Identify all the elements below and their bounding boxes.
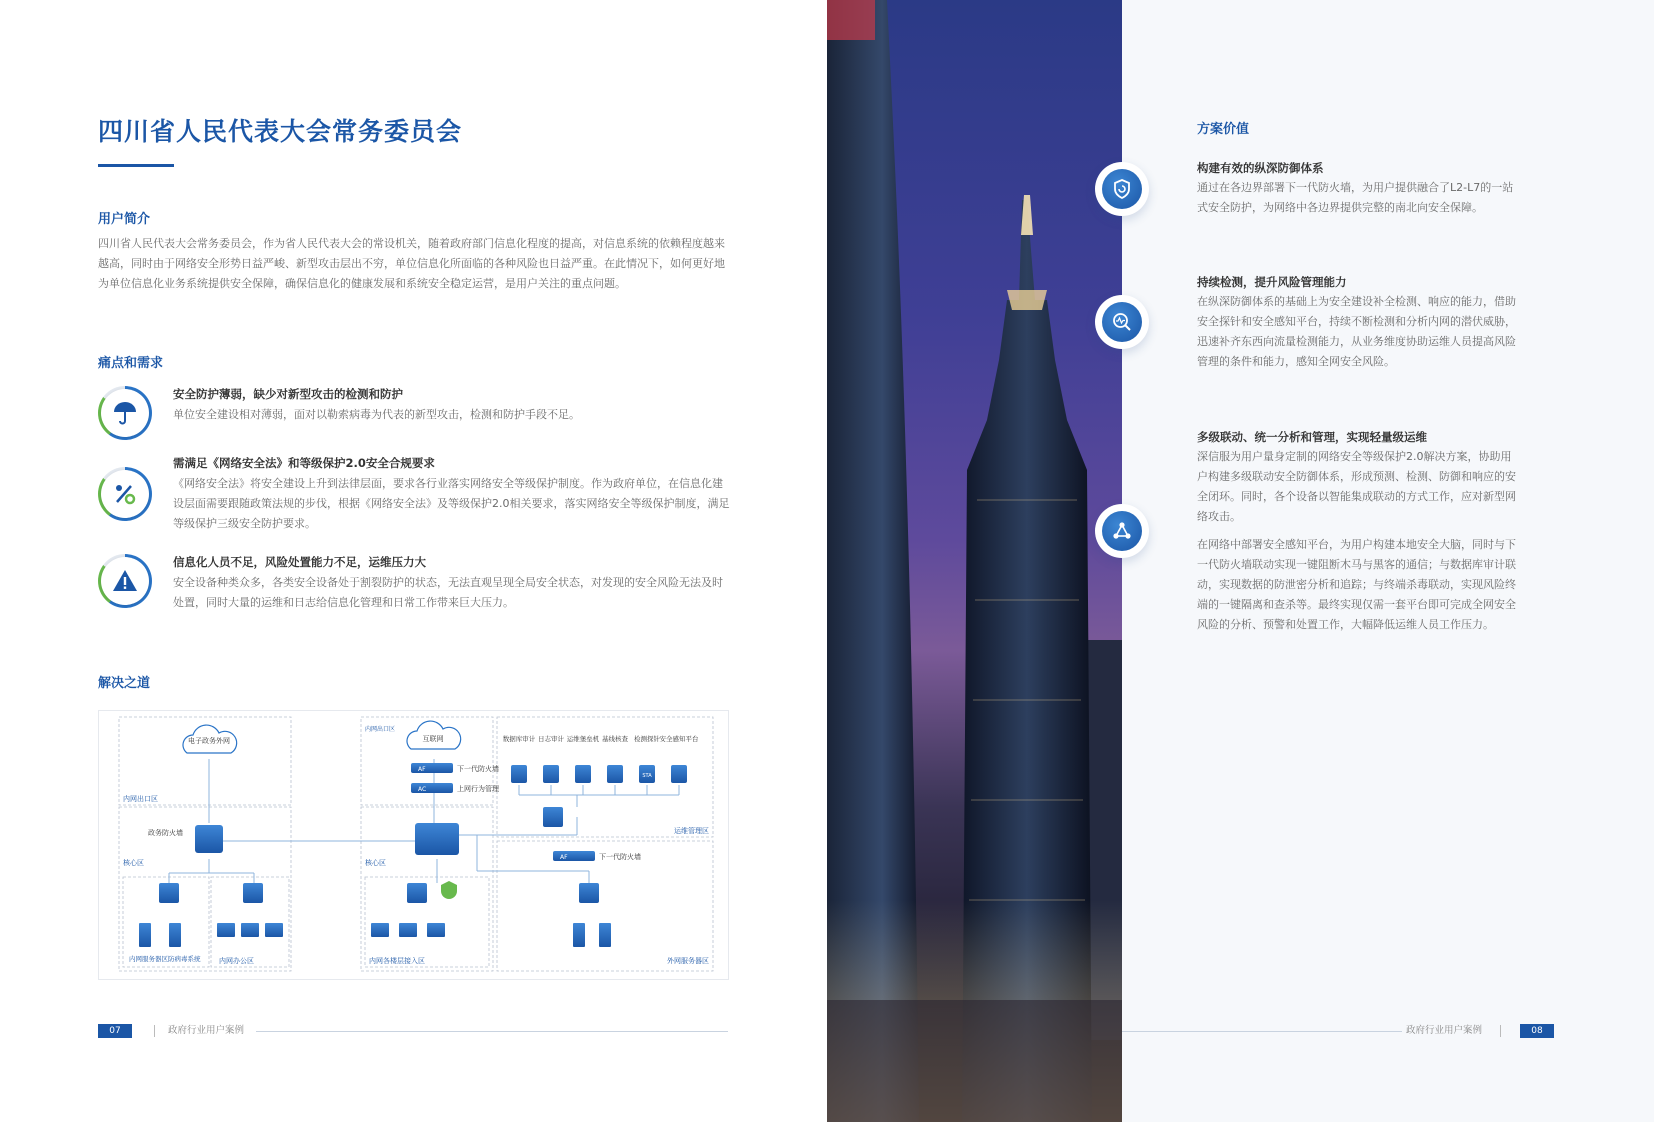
user-intro-text: 四川省人民代表大会常务委员会，作为省人民代表大会的常设机关，随着政府部门信息化程度的提高，对信息系统的依赖程度越来越高，同时由于网络安全形势日益严峻、新型攻击层出不穷，单位信息化所面临的各种风险也日益严重。在此情况下，如何更好地为单位信息化业务系统提供安全保障，确保信息化的健康发展和系统安全稳定运营，是用户关注的重点问题。 <box>98 237 725 290</box>
pain-title: 需满足《网络安全法》和等级保护2.0安全合规要求 <box>173 456 435 470</box>
title-underline <box>98 164 174 167</box>
switch-icon <box>407 883 427 903</box>
umbrella-icon <box>111 399 139 427</box>
svg-text:STA: STA <box>642 773 652 779</box>
pain-item <box>98 554 738 634</box>
pain-title: 安全防护薄弱，缺少对新型攻击的检测和防护 <box>173 387 403 401</box>
ac-device-label: 上网行为管理 <box>457 785 499 793</box>
network-nodes-icon <box>1110 519 1134 543</box>
solution-heading: 解决之道 <box>98 676 151 691</box>
switch-icon <box>159 883 179 903</box>
internet-exit-zone-label: 内网出口区 <box>365 726 396 733</box>
pain-item <box>98 455 738 535</box>
footer-divider <box>1500 1025 1501 1037</box>
switch-icon <box>543 807 563 827</box>
svg-text:运维堡垒机: 运维堡垒机 <box>566 735 600 743</box>
core-zone-left-label: 核心区 <box>123 859 144 867</box>
value-icon-badge <box>1095 295 1149 349</box>
floor-access-zone-label: 内网各楼层接入区 <box>369 957 425 965</box>
page-number: 07 <box>98 1024 132 1038</box>
svg-text:日志审计: 日志审计 <box>538 735 564 743</box>
switch-icon <box>243 883 263 903</box>
svg-text:数据库审计: 数据库审计 <box>502 735 536 743</box>
gov-firewall-icon <box>195 825 223 853</box>
internet-cloud-label: 互联网 <box>422 735 444 743</box>
pain-title: 信息化人员不足，风险处置能力不足，运维压力大 <box>173 555 426 569</box>
core-zone-mid-label: 核心区 <box>365 859 386 867</box>
footer-rule <box>256 1031 728 1032</box>
egov-cloud-label: 电子政务外网 <box>188 737 230 745</box>
value-heading: 方案价值 <box>1197 122 1250 137</box>
shield-device-icon <box>441 881 457 899</box>
user-intro-heading: 用户简介 <box>98 212 151 227</box>
footer-text: 政府行业用户案例 <box>1406 1025 1483 1036</box>
network-topology-diagram <box>98 710 729 980</box>
value-desc: 在网络中部署安全感知平台，为用户构建本地安全大脑，同时与下一代防火墙联动实现一键阻断木马与黑客的通信；与数据库审计联动，实现数据的防泄密分析和追踪；与终端杀毒联动，实现风险终端的一键隔离和查杀等。最终实现仅需一套平台即可完成全网安全风险的分析、预警和处置工作，大幅降低运维人员工作压力。 <box>1197 538 1516 631</box>
ngfw-bottom-label: 下一代防火墙 <box>599 853 641 861</box>
office-zone-label: 内网办公区 <box>219 957 254 965</box>
svg-text:基线核查: 基线核查 <box>602 735 628 743</box>
pain-item <box>98 386 738 466</box>
svg-text:安全感知平台: 安全感知平台 <box>659 735 699 743</box>
value-title: 多级联动、统一分析和管理，实现轻量级运维 <box>1197 430 1427 444</box>
svg-text:AC: AC <box>418 786 427 793</box>
pc-icons <box>217 923 445 937</box>
pain-desc: 《网络安全法》将安全建设上升到法律层面，要求各行业落实网络安全等级保护制度。作为政府单位，在信息化建设层面需要跟随政策法规的步伐，根据《网络安全法》及等级保护2.0相关要求，落实网络安全等级保护制度，满足等级保护三级安全防护要求。 <box>173 477 730 530</box>
value-title: 构建有效的纵深防御体系 <box>1197 161 1324 175</box>
intranet-exit-zone-label: 内网出口区 <box>123 795 158 803</box>
skyline-illustration <box>827 0 1122 1122</box>
compliance-icon <box>111 480 139 508</box>
svg-text:AF: AF <box>560 854 568 861</box>
magnifier-pulse-icon <box>1110 310 1134 334</box>
pain-desc: 单位安全建设相对薄弱，面对以勒索病毒为代表的新型攻击，检测和防护手段不足。 <box>173 408 580 421</box>
value-desc: 深信服为用户量身定制的网络安全等级保护2.0解决方案，协助用户构建多级联动安全防御体系，形成预测、检测、防御和响应的安全闭环。同时，各个设备以智能集成联动的方式工作，应对新型网络攻击。 <box>1197 450 1516 523</box>
value-desc: 在纵深防御体系的基础上为安全建设补全检测、响应的能力，借助安全探针和安全感知平台，持续不断检测和分析内网的潜伏威胁，迅速补齐东西向流量检测能力，从业务维度协助运维人员提高风险管理的条件和能力，感知全网安全风险。 <box>1197 295 1516 368</box>
shield-refresh-icon <box>1110 177 1134 201</box>
core-switch-icon <box>415 823 459 855</box>
city-tower-photo <box>827 0 1122 1122</box>
page-title: 四川省人民代表大会常务委员会 <box>98 117 463 146</box>
pain-points-heading: 痛点和需求 <box>98 356 164 371</box>
footer-divider <box>154 1025 155 1037</box>
footer-rule <box>1122 1031 1402 1032</box>
value-title: 持续检测，提升风险管理能力 <box>1197 275 1347 289</box>
ops-zone-label: 运维管理区 <box>674 827 709 835</box>
page-number: 08 <box>1520 1024 1554 1038</box>
footer-text: 政府行业用户案例 <box>168 1025 245 1036</box>
switch-icon <box>579 883 599 903</box>
external-server-zone-label: 外网服务器区 <box>667 957 709 965</box>
value-desc: 通过在各边界部署下一代防火墙，为用户提供融合了L2-L7的一站式安全防护，为网络中各边界提供完整的南北向安全保障。 <box>1197 181 1514 214</box>
ngfw-top-label: 下一代防火墙 <box>457 765 499 773</box>
svg-text:AF: AF <box>418 766 426 773</box>
ops-device-icons <box>511 765 687 783</box>
value-icon-badge <box>1095 504 1149 558</box>
server-zone-label: 内网服务器区防病毒系统 <box>129 955 201 963</box>
pain-desc: 安全设备种类众多，各类安全设备处于割裂防护的状态，无法直观呈现全局安全状态，对发现的安全风险无法及时处置，同时大量的运维和日志给信息化管理和日常工作带来巨大压力。 <box>173 576 723 609</box>
warning-icon <box>111 567 139 595</box>
svg-text:检测探针: 检测探针 <box>634 735 660 743</box>
value-icon-badge <box>1095 162 1149 216</box>
gov-firewall-label: 政务防火墙 <box>148 829 183 837</box>
